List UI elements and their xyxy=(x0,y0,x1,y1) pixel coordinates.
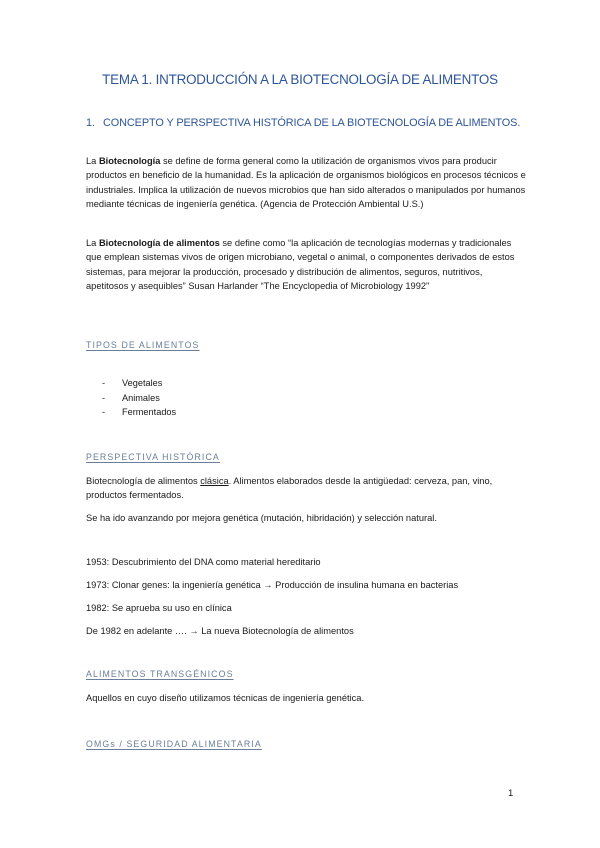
section-number: 1. xyxy=(86,117,95,129)
timeline-item: 1973: Clonar genes: la ingeniería genética → Producción de insulina humana en bacterias xyxy=(86,580,459,590)
list-item-label: Fermentados xyxy=(122,407,177,417)
list-item xyxy=(102,391,176,406)
para2-text: se define como “la aplicación de tecnologías modernas y tradicionales que emplean sistemas vivos de origen microbiano, vegetal o animal, o componentes derivados de estos sistemas, para mejorar la producción, procesado y distribución de alimentos, seguros, nutritivos, apetitosos y asequibles” Susan Harlander “The Encyclopedia of Microbiology 1992” xyxy=(86,238,515,291)
tipos-heading: TIPOS DE ALIMENTOS xyxy=(86,340,200,350)
section-heading xyxy=(86,117,546,129)
list-dash: - xyxy=(102,407,106,417)
para1-term: Biotecnología xyxy=(98,156,161,166)
transgenicos-heading: ALIMENTOS TRANSGÉNICOS xyxy=(86,669,234,679)
page-number: 1 xyxy=(508,788,514,799)
genetic-improvement-paragraph: Se ha ido avanzando por mejora genética (mutación, hibridación) y selección natural. xyxy=(86,513,437,523)
transgenicos-text: Aquellos en cuyo diseño utilizamos técnicas de ingeniería genética. xyxy=(86,693,365,703)
para1-lead: La xyxy=(86,156,99,166)
omgs-heading: OMGs / SEGURIDAD ALIMENTARIA xyxy=(86,739,262,749)
list-item-label: Animales xyxy=(122,392,160,403)
classic-biotech-paragraph xyxy=(86,474,526,503)
biotech-definition-paragraph xyxy=(86,154,526,211)
timeline-item: 1982: Se aprueba su uso en clínica xyxy=(86,603,232,613)
classic-underlined-word: clásica xyxy=(200,476,229,486)
perspectiva-heading: PERSPECTIVA HISTÓRICA xyxy=(86,452,220,462)
para2-term: Biotecnología de alimentos xyxy=(98,238,220,248)
timeline-item: De 1982 en adelante …. → La nueva Biotecnología de alimentos xyxy=(86,626,354,636)
food-types-list xyxy=(102,376,176,420)
list-dash: - xyxy=(102,392,106,403)
classic-after: . Alimentos elaborados desde la antigüedad: cerveza, pan, vino, productos fermentados. xyxy=(86,476,493,501)
section-heading-text: CONCEPTO Y PERSPECTIVA HISTÓRICA DE LA BIOTECNOLOGÍA DE ALIMENTOS. xyxy=(103,117,521,129)
para2-lead: La xyxy=(86,238,99,248)
list-dash: - xyxy=(102,378,106,388)
list-item xyxy=(102,405,176,420)
classic-before: Biotecnología de alimentos xyxy=(86,476,201,486)
list-item-label: Vegetales xyxy=(122,378,163,388)
list-item xyxy=(102,376,176,391)
food-biotech-definition-paragraph xyxy=(86,236,526,293)
para1-text: se define de forma general como la utilización de organismos vivos para producir productos en beneficio de la humanidad. Es la aplicación de organismos biológicos en procesos técnicos e industriales. Implica la utilización de nuevos microbios que han sido alterados o manipulados por humanos mediante técnicas de ingeniería genética. (Agencia de Protección Ambiental U.S.) xyxy=(86,156,526,209)
document-title: TEMA 1. INTRODUCCIÓN A LA BIOTECNOLOGÍA DE ALIMENTOS xyxy=(102,72,498,87)
timeline-item: 1953: Descubrimiento del DNA como material hereditario xyxy=(86,557,321,567)
